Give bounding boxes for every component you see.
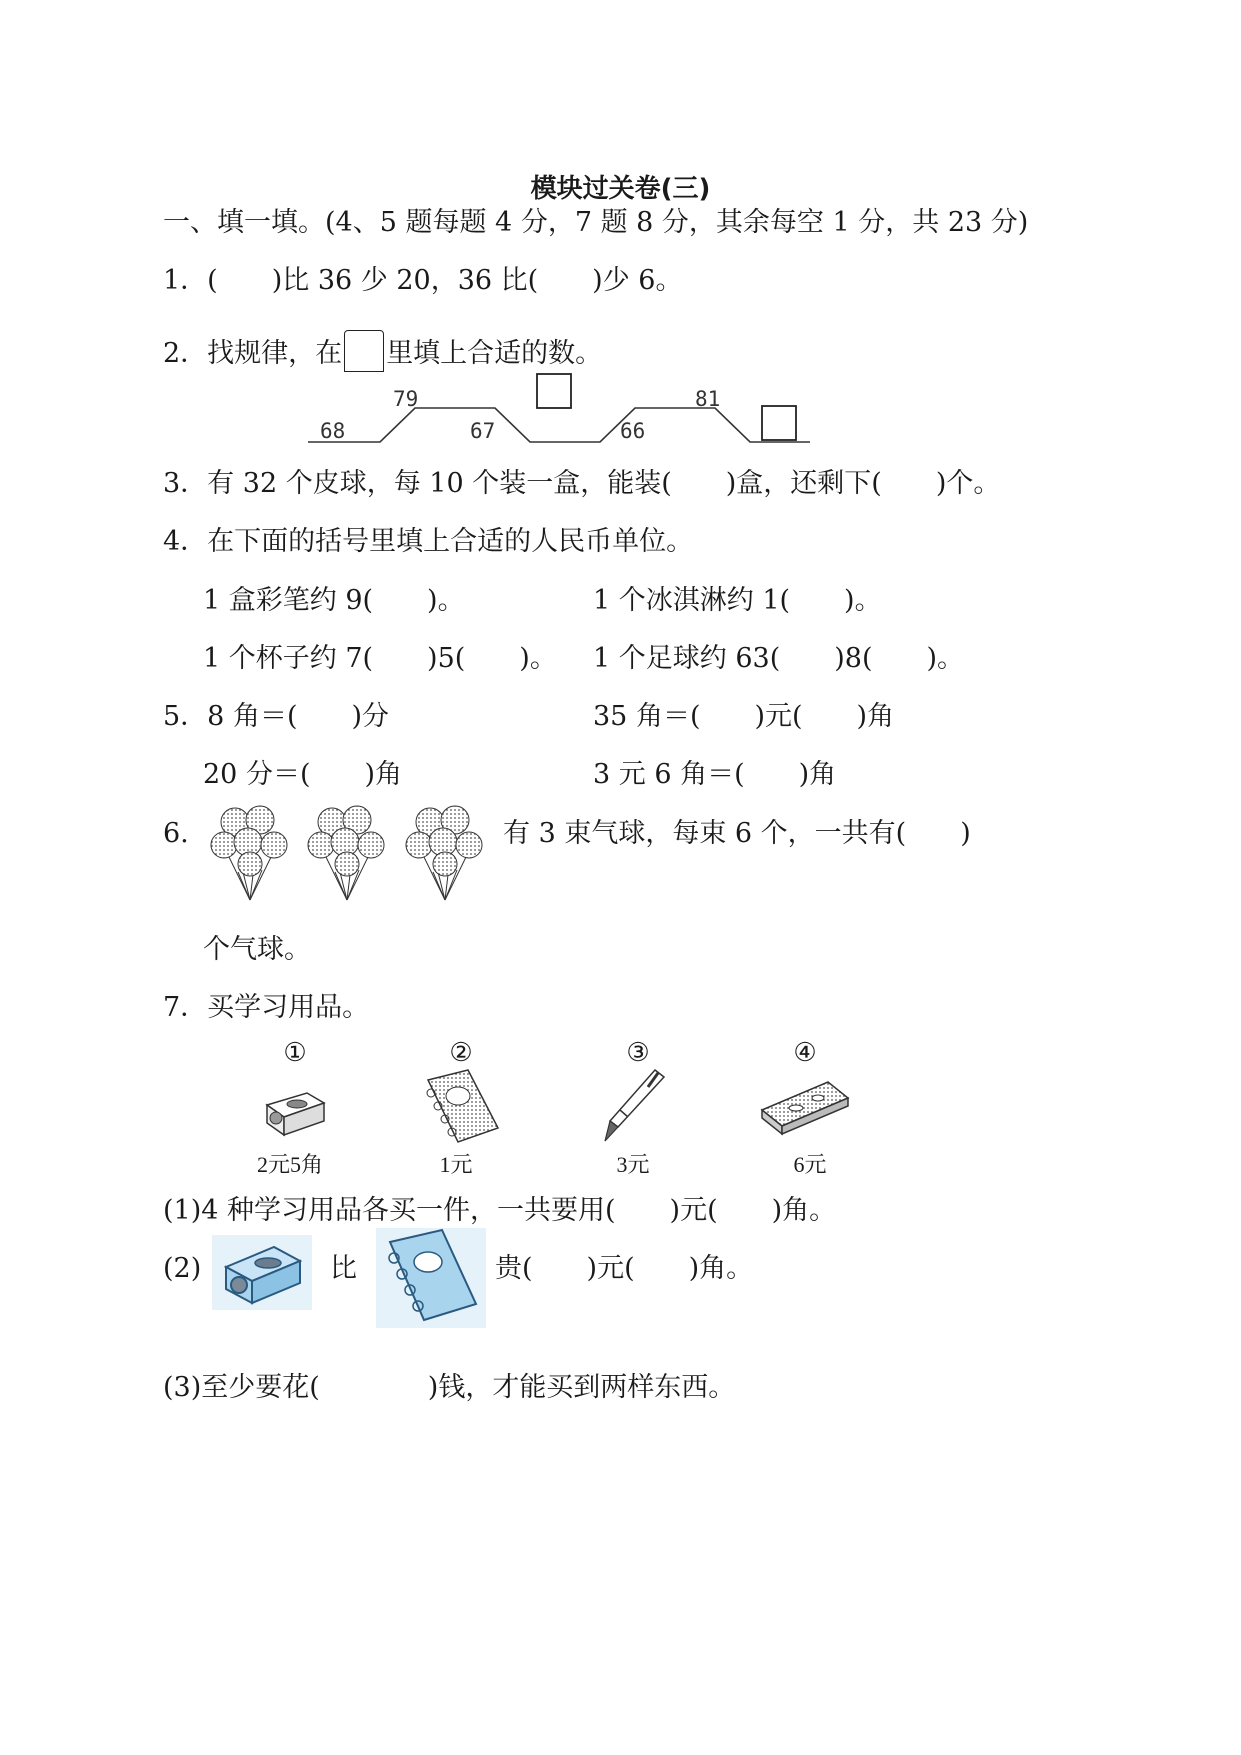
question-4: 4．在下面的括号里填上合适的人民币单位。 (163, 526, 694, 557)
question-7-2: 贵( )元( )角。 (495, 1253, 754, 1284)
question-4d: 1 个足球约 63( )8( )。 (593, 643, 965, 674)
number-pattern-diagram (300, 370, 820, 450)
question-7-2-label: (2) (163, 1253, 202, 1284)
pattern-number: 67 (470, 419, 496, 443)
question-5a: 5．8 角＝( )分 (163, 701, 390, 732)
question-4c: 1 个杯子约 7( )5( )。 (203, 643, 557, 674)
question-5c: 20 分＝( )角 (203, 759, 403, 790)
question-5b: 35 角＝( )元( )角 (593, 701, 895, 732)
pattern-number: 68 (320, 419, 346, 443)
question-7-2-compare: 比 (330, 1253, 357, 1284)
notebook-blue-icon (376, 1228, 486, 1328)
pattern-number: 66 (620, 419, 646, 443)
question-6: 有 3 束气球，每束 6 个，一共有( ) (503, 818, 971, 849)
question-7-1: (1)4 种学习用品各买一件，一共要用( )元( )角。 (163, 1195, 837, 1226)
item-number: ④ (793, 1038, 817, 1068)
question-4a: 1 盒彩笔约 9( )。 (203, 585, 465, 616)
item-number: ③ (626, 1038, 650, 1068)
notebook-icon (418, 1068, 503, 1148)
question-6-number: 6. (163, 818, 189, 849)
sharpener-icon (262, 1085, 332, 1140)
question-1: 1．( )比 36 少 20，36 比( )少 6。 (163, 265, 683, 296)
item-price: 2元5角 (256, 1152, 323, 1177)
section-heading: 一、填一填。(4、5 题每题 4 分，7 题 8 分，其余每空 1 分，共 23 分) (163, 207, 1029, 238)
question-5d: 3 元 6 角＝( )角 (593, 759, 837, 790)
pattern-number: 79 (393, 387, 419, 411)
question-7-3: (3)至少要花( )钱，才能买到两样东西。 (163, 1372, 736, 1403)
question-7: 7．买学习用品。 (163, 992, 370, 1023)
pencil-case-icon (758, 1078, 853, 1138)
pen-icon (600, 1065, 670, 1145)
answer-box[interactable] (762, 406, 796, 440)
sharpener-blue-icon (212, 1235, 312, 1310)
question-2 (163, 330, 602, 372)
question-6-continued: 个气球。 (203, 934, 311, 965)
item-price: 3元 (616, 1152, 650, 1177)
item-price: 1元 (439, 1152, 473, 1177)
answer-box (344, 330, 384, 372)
page-title: 模块过关卷(三) (530, 174, 711, 204)
balloons-illustration (205, 800, 495, 910)
item-number: ① (283, 1038, 307, 1068)
pattern-line (308, 408, 810, 442)
balloon-bunch (406, 806, 482, 900)
balloon-bunch (211, 806, 287, 900)
question-4b: 1 个冰淇淋约 1( )。 (593, 585, 882, 616)
item-number: ② (449, 1038, 473, 1068)
question-2-text-before: 2．找规律，在 (163, 338, 343, 369)
question-3: 3．有 32 个皮球，每 10 个装一盒，能装( )盒，还剩下( )个。 (163, 468, 1001, 499)
pattern-number: 81 (695, 387, 721, 411)
item-price: 6元 (793, 1152, 827, 1177)
balloon-bunch (308, 806, 384, 900)
answer-box[interactable] (537, 374, 571, 408)
question-2-text-after: 里填上合适的数。 (386, 338, 603, 369)
